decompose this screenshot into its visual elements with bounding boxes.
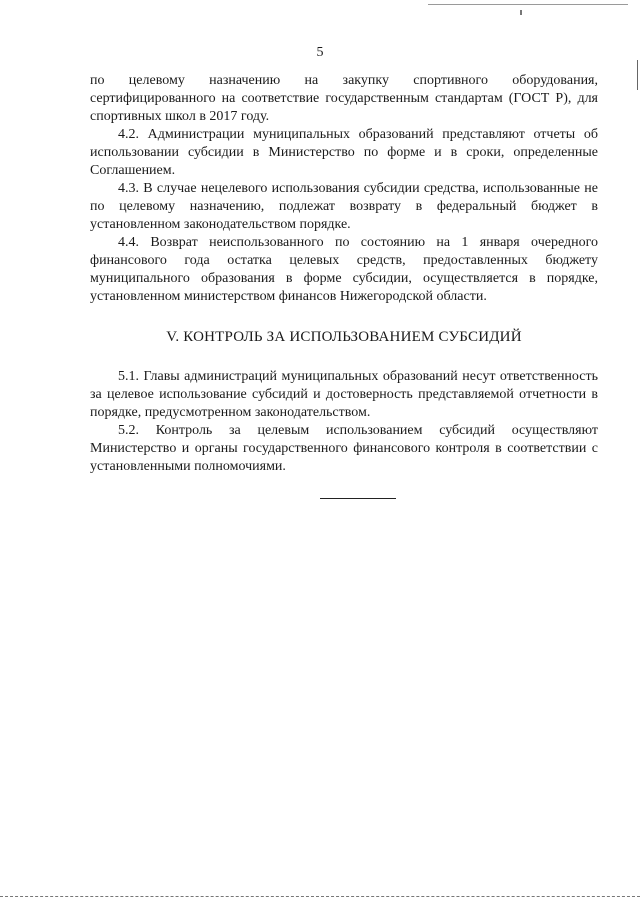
section-heading: V. КОНТРОЛЬ ЗА ИСПОЛЬЗОВАНИЕМ СУБСИДИЙ [166,329,522,345]
scan-mark [520,10,522,15]
paragraph-4-4: 4.4. Возврат неиспользованного по состоянию на 1 января очередного финансового года остатка целевых средств, предоставленных бюджету муниципального образования в форме субсидии, осуществляется в порядке, установленном министерством финансов Нижегородской области. [90,235,598,304]
scan-edge-right [637,60,638,90]
paragraph-continuation: по целевому назначению на закупку спортивного оборудования, сертифицированного на соответствие государственным стандартам (ГОСТ Р), для спортивных школ в 2017 году. [90,73,598,124]
paragraph-4-2: 4.2. Администрации муниципальных образований представляют отчеты об использовании субсидии в Министерство по форме и в сроки, определенные Соглашением. [90,127,598,178]
end-of-text-rule [320,498,396,499]
document-body [90,72,598,476]
scan-edge-top [428,4,628,5]
paragraph-5-2: 5.2. Контроль за целевым использованием субсидий осуществляют Министерство и органы государственного финансового контроля в соответствии с установленными полномочиями. [90,423,598,474]
paragraph-5-1: 5.1. Главы администраций муниципальных образований несут ответственность за целевое использование субсидий и достоверность представляемой отчетности в порядке, предусмотренном законодательством. [90,369,598,420]
page-number: 5 [316,45,324,60]
paragraph-4-3: 4.3. В случае нецелевого использования субсидии средства, использованные не по целевому назначению, подлежат возврату в федеральный бюджет в установленном законодательством порядке. [90,181,598,232]
scan-edge-bottom [0,896,640,897]
